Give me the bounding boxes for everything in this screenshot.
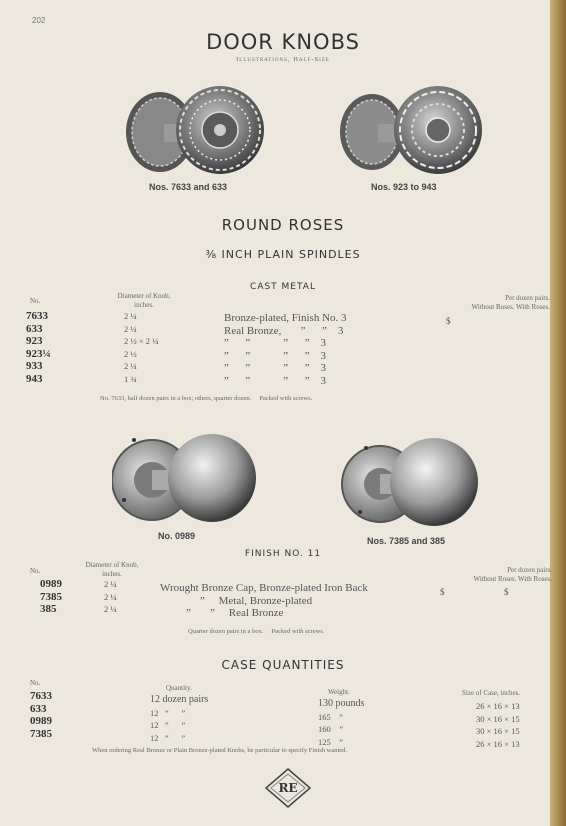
ornate-knob-923-image: [338, 80, 486, 180]
row-diameter: 2 ¼: [104, 579, 117, 589]
row-diameter: 2 ½ × 2 ¼: [124, 336, 159, 346]
row-no: 0989: [30, 715, 52, 727]
row-no: 633: [26, 322, 43, 335]
caption-top-right: Nos. 923 to 943: [371, 182, 437, 192]
section2-footnote: Quarter dozen pairs in a box. Packed with screws.: [188, 628, 325, 635]
currency-without-roses: $: [440, 587, 445, 597]
row-diameter: 2 ¼: [124, 323, 137, 334]
row-quantity: 12 dozen pairs: [150, 694, 209, 705]
maker-logo-image: [264, 767, 312, 809]
currency-with-roses: $: [504, 587, 509, 597]
col-header-weight: Weight.: [328, 688, 350, 696]
row-no: 7385: [30, 727, 52, 740]
row-diameter: 2 ¼: [104, 604, 117, 614]
row-description: ” Metal, Bronze-plated: [200, 594, 313, 607]
row-no: 923: [26, 335, 43, 347]
currency-symbol: $: [446, 316, 451, 326]
row-diameter: 1 ¾: [124, 373, 137, 384]
row-no: 7633: [26, 310, 48, 322]
row-weight: 165 ”: [318, 711, 344, 722]
row-quantity: 12 ” ”: [150, 707, 186, 718]
ornate-knob-7633-image: [124, 80, 268, 180]
row-no: 7385: [40, 590, 62, 603]
plain-knob-7385-image: [340, 430, 480, 534]
row-no: 385: [40, 603, 57, 615]
section3-quantity-column: [150, 694, 208, 744]
row-weight: 130 pounds: [318, 698, 365, 709]
col-header-size: Size of Case, inches.: [462, 689, 521, 697]
row-diameter: 2 ¼: [124, 361, 137, 371]
col-header-diameter-2: Diameter of Knob, inches.: [85, 561, 139, 578]
cast-metal-heading: CAST METAL: [250, 282, 316, 292]
section3-size-column: [476, 700, 520, 750]
page-title: DOOR KNOBS: [206, 30, 360, 54]
row-description: ” ” ” ” 3: [224, 349, 327, 362]
col-header-price-2b: Without Roses. With Roses.: [473, 575, 552, 583]
row-description: ” ” Real Bronze: [186, 607, 284, 619]
row-size: 26 × 16 × 13: [476, 738, 520, 749]
page-subtitle: Illustrations, Half-Size: [236, 56, 330, 63]
col-header-no-2: No.: [30, 567, 41, 575]
section1-diameter-column: [124, 310, 159, 385]
row-description: Bronze-plated, Finish No. 3: [224, 312, 347, 324]
row-no: 923¼: [26, 347, 51, 360]
col-header-price-2: Without Roses. With Roses.: [471, 303, 550, 311]
row-weight: 125 ”: [318, 736, 344, 747]
caption-bottom-left: No. 0989: [158, 531, 196, 541]
row-no: 7633: [30, 690, 52, 702]
row-description: ” ” ” ” 3: [224, 337, 327, 349]
section2-desc-column: [160, 582, 368, 620]
row-no: 943: [26, 372, 43, 385]
section1-no-column: [26, 310, 51, 385]
row-description: Real Bronze, ” ” 3: [224, 324, 344, 337]
row-diameter: 2 ½: [124, 348, 137, 359]
row-size: 30 × 16 × 15: [476, 713, 520, 724]
row-quantity: 12 ” ”: [150, 732, 186, 743]
spindles-heading: ⅜ INCH PLAIN SPINDLES: [205, 248, 361, 261]
finish-heading: FINISH NO. 11: [244, 549, 322, 559]
caption-bottom-right: Nos. 7385 and 385: [367, 536, 446, 546]
caption-top-left: Nos. 7633 and 633: [149, 182, 228, 192]
section-heading-round-roses: ROUND ROSES: [221, 216, 345, 234]
col-header-no-3: No.: [30, 679, 41, 687]
section3-weight-column: [318, 698, 364, 748]
page-number: 202: [32, 16, 46, 25]
section3-footnote: When ordering Real Bronze or Plain Bronze-plated Knobs, be particular to specify Finish wanted.: [92, 747, 348, 754]
row-no: 0989: [40, 578, 62, 590]
section1-footnote: No. 7633, half dozen pairs in a box; others, quarter dozen. Packed with screws.: [100, 395, 313, 402]
section1-desc-column: [224, 312, 347, 387]
row-description: ” ” ” ” 3: [224, 374, 327, 387]
row-diameter: 2 ¼: [104, 591, 117, 602]
row-diameter: 2 ¼: [124, 311, 137, 321]
logo-text: RE: [278, 781, 298, 795]
page-edge: [550, 0, 566, 826]
col-header-quantity: Quantity.: [166, 684, 192, 692]
row-weight: 160 ”: [318, 724, 344, 734]
row-description: Wrought Bronze Cap, Bronze-plated Iron Back: [160, 582, 368, 594]
row-no: 933: [26, 360, 43, 372]
row-size: 30 × 16 × 15: [476, 726, 520, 736]
row-quantity: 12 ” ”: [150, 720, 186, 730]
col-header-no: No.: [30, 297, 41, 305]
row-size: 26 × 16 × 13: [476, 701, 520, 711]
col-header-diameter: Diameter of Knob, inches.: [117, 292, 171, 309]
section3-no-column: [30, 690, 52, 740]
plain-knob-0989-image: [112, 424, 258, 528]
col-header-price-1: Per dozen pairs.: [505, 294, 550, 302]
col-header-price-2a: Per dozen pairs.: [507, 566, 552, 574]
case-quantities-heading: CASE QUANTITIES: [221, 658, 345, 672]
row-no: 633: [30, 702, 47, 715]
section2-diameter-column: [104, 578, 117, 616]
section2-no-column: [40, 578, 62, 616]
row-description: ” ” ” ” 3: [224, 362, 327, 374]
